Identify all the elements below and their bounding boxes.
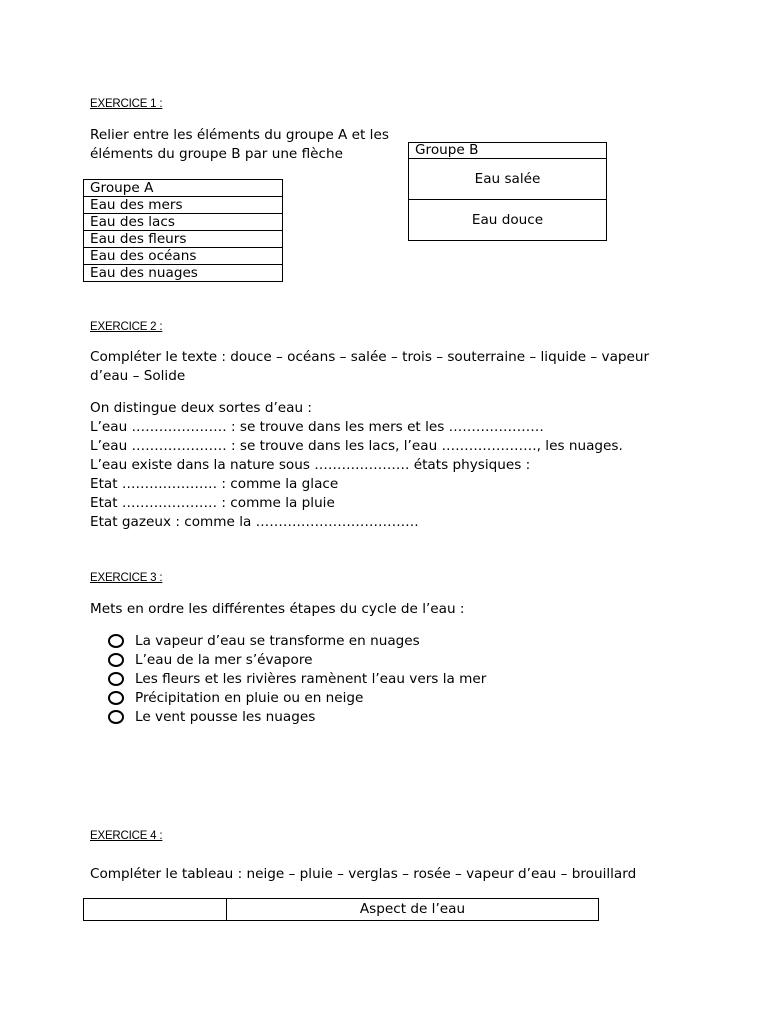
ex2-line: On distingue deux sortes d’eau :	[90, 400, 312, 416]
ex3-instruction-text: Mets en ordre les différentes étapes du cycle de l’eau :	[90, 601, 465, 617]
ex2-instruction-line-1: Compléter le texte : douce – océans – salée – trois – souterraine – liquide – vapeur	[90, 349, 650, 365]
ex1-heading: EXERCICE 1 :	[90, 98, 163, 110]
aspect-table-empty-header	[84, 899, 227, 921]
group-a-item: Eau des fleurs	[84, 231, 283, 248]
ex2-line: Etat gazeux : comme la ………………………………	[90, 514, 419, 530]
circle-bullet-icon	[108, 672, 124, 686]
circle-bullet-icon	[108, 653, 124, 667]
ex2-line: Etat ………………… : comme la glace	[90, 476, 339, 492]
group-b-item: Eau salée	[409, 159, 607, 200]
ex4-instruction	[90, 865, 636, 884]
ex3-item-text: La vapeur d’eau se transforme en nuages	[135, 633, 420, 649]
ex3-item-text: L’eau de la mer s’évapore	[135, 652, 313, 668]
aspect-table	[83, 898, 599, 921]
ex3-list-item	[135, 708, 486, 727]
ex2-instruction-line-2: d’eau – Solide	[90, 368, 186, 384]
ex3-list-item	[135, 670, 486, 689]
group-a-item: Eau des nuages	[84, 265, 283, 282]
ex2-line: L’eau ………………… : se trouve dans les lacs, l’eau …………………, les nuages.	[90, 438, 623, 454]
ex2-heading: EXERCICE 2 :	[90, 321, 163, 333]
aspect-table-header: Aspect de l’eau	[227, 899, 599, 921]
ex3-list-item	[135, 632, 486, 651]
circle-bullet-icon	[108, 710, 124, 724]
ex1-instruction-line-2: éléments du groupe B par une flèche	[90, 146, 343, 162]
ex3-instruction	[90, 600, 465, 619]
ex2-line: L’eau ………………… : se trouve dans les mers et les …………………	[90, 419, 544, 435]
group-a-item: Eau des lacs	[84, 214, 283, 231]
group-a-item: Eau des océans	[84, 248, 283, 265]
ex4-instruction-text: Compléter le tableau : neige – pluie – verglas – rosée – vapeur d’eau – brouillard	[90, 866, 637, 882]
ex3-heading: EXERCICE 3 :	[90, 572, 163, 584]
circle-bullet-icon	[108, 691, 124, 705]
group-b-item: Eau douce	[409, 200, 607, 241]
ex1-instruction-line-1: Relier entre les éléments du groupe A et les	[90, 127, 389, 143]
ex3-item-text: Précipitation en pluie ou en neige	[135, 690, 364, 706]
ex3-list-item	[135, 689, 486, 708]
ex2-line: Etat ………………… : comme la pluie	[90, 495, 335, 511]
group-a-header: Groupe A	[84, 180, 283, 197]
group-b-header: Groupe B	[409, 143, 607, 159]
ex3-item-text: Le vent pousse les nuages	[135, 709, 316, 725]
ex2-text	[90, 399, 623, 532]
ex2-instruction	[90, 348, 649, 386]
ex2-line: L’eau existe dans la nature sous ………………… états physiques :	[90, 457, 531, 473]
ex3-list	[135, 632, 486, 727]
ex3-item-text: Les fleurs et les rivières ramènent l’eau vers la mer	[135, 671, 487, 687]
ex1-instruction	[90, 126, 389, 164]
ex3-list-item	[135, 651, 486, 670]
group-b-table	[408, 142, 607, 241]
group-a-item: Eau des mers	[84, 197, 283, 214]
group-a-table	[83, 179, 283, 282]
circle-bullet-icon	[108, 634, 124, 648]
ex4-heading: EXERCICE 4 :	[90, 830, 163, 842]
